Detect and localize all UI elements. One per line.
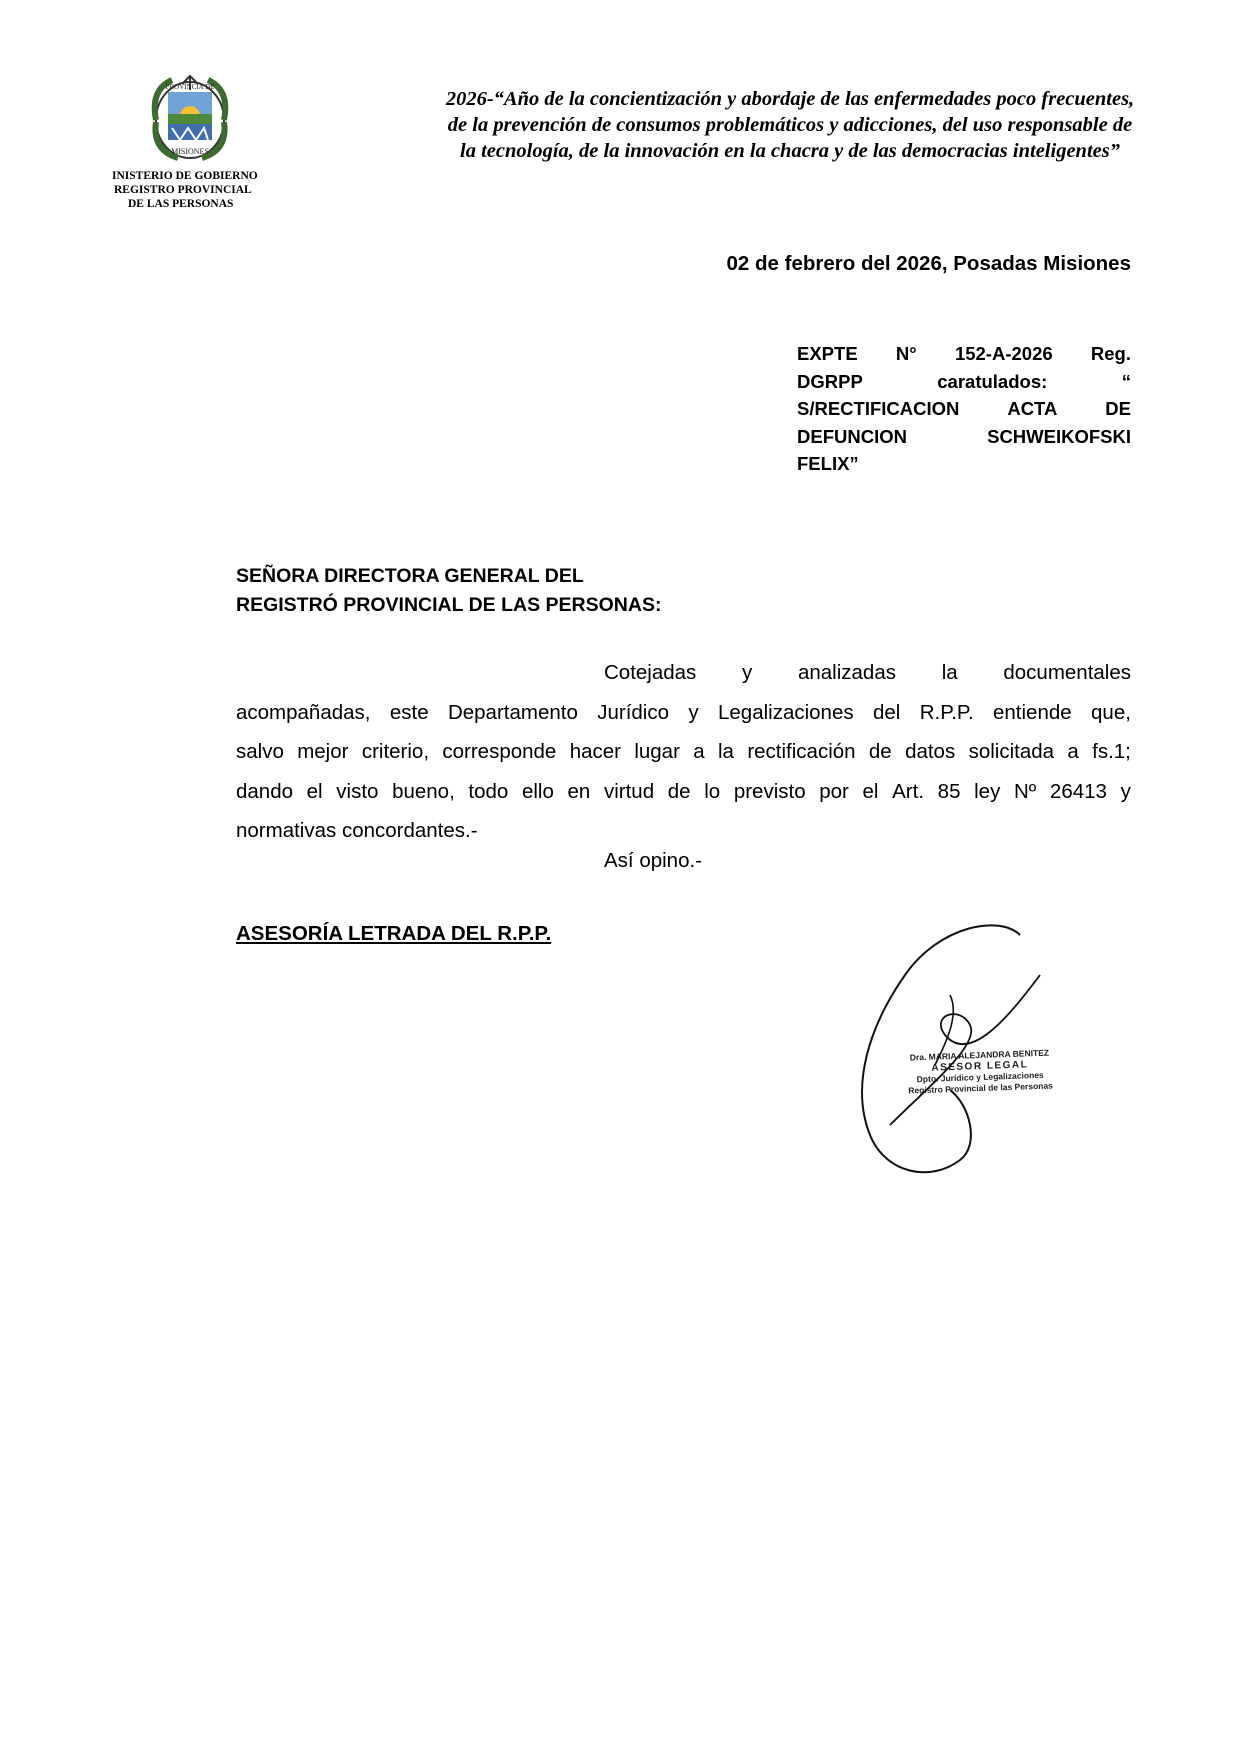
body-last-line: normativas concordantes.- — [236, 819, 478, 842]
word: la — [941, 661, 958, 684]
word: criterio, — [361, 740, 430, 763]
word: “ — [1121, 370, 1131, 392]
word: ello — [521, 779, 554, 803]
word: Legalizaciones — [717, 700, 854, 724]
stamp-line: ASESOR LEGAL — [931, 1059, 1029, 1074]
case-reference-last-line: FELIX” — [797, 453, 859, 474]
word: y — [688, 700, 699, 724]
word: la — [718, 740, 734, 763]
word: y — [1120, 779, 1131, 803]
word: Nº — [1013, 779, 1037, 803]
stamp-line: Dra. MARIA ALEJANDRA BENITEZ — [909, 1047, 1050, 1063]
addressee — [236, 562, 661, 620]
ministry-line: REGISTRO PROVINCIAL — [114, 184, 252, 196]
motto-line: 2026-“Año de la concientización y abordaje de las enfermedades poco frecuentes, — [445, 88, 1135, 110]
date-line: 02 de febrero del 2026, Posadas Misiones — [726, 252, 1131, 275]
ministry-heading — [112, 169, 292, 211]
word: SCHWEIKOFSKI — [987, 425, 1131, 447]
word: a — [693, 740, 705, 763]
word: por — [819, 779, 849, 803]
word: del — [872, 700, 901, 724]
word: salvo — [236, 740, 284, 763]
word: DE — [1105, 398, 1131, 419]
word: fs.1; — [1092, 740, 1131, 763]
word: visto — [336, 779, 379, 803]
case-reference-row — [797, 340, 1131, 368]
word: solicitada — [968, 740, 1055, 763]
word: DGRPP — [797, 370, 863, 392]
ministry-line: INISTERIO DE GOBIERNO — [112, 170, 258, 182]
advisory-title: ASESORÍA LETRADA DEL R.P.P. — [236, 922, 552, 945]
word: que, — [1091, 700, 1131, 724]
ministry-line: DE LAS PERSONAS — [128, 198, 234, 210]
addressee-line: REGISTRÓ PROVINCIAL DE LAS PERSONAS: — [236, 594, 662, 616]
word: de — [868, 740, 892, 763]
word: entiende — [993, 700, 1072, 724]
addressee-line: SEÑORA DIRECTORA GENERAL DEL — [236, 565, 584, 587]
word: 26413 — [1049, 779, 1107, 803]
word: rectificación — [747, 740, 856, 763]
word: corresponde — [442, 740, 557, 763]
word: R.P.P. — [919, 700, 974, 724]
word: 152-A-2026 — [954, 343, 1053, 364]
word: 85 — [937, 779, 961, 803]
closing-phrase: Así opino.- — [604, 849, 702, 872]
word: DEFUNCION — [797, 425, 907, 447]
word: el — [862, 779, 879, 803]
word: documentales — [1003, 661, 1131, 684]
word: Cotejadas — [604, 661, 697, 684]
body-row — [236, 772, 1131, 812]
word: Reg. — [1090, 343, 1131, 364]
word: de — [667, 779, 691, 803]
body-paragraph — [236, 653, 1131, 851]
body-row — [236, 653, 1131, 693]
word: Departamento — [447, 700, 578, 724]
signature-stamp — [904, 1047, 1055, 1096]
provincial-seal — [142, 70, 238, 166]
word: Jurídico — [597, 700, 670, 724]
word: bueno, — [392, 779, 455, 803]
case-reference-row — [797, 368, 1131, 396]
seal-text-top: PROVINCIA DE — [165, 83, 215, 91]
word: EXPTE — [797, 343, 858, 364]
case-reference-row — [797, 423, 1131, 451]
word: lugar — [634, 740, 680, 763]
word: ley — [974, 779, 1001, 803]
case-reference-row — [797, 395, 1131, 423]
word: mejor — [297, 740, 349, 763]
word: a — [1067, 740, 1079, 763]
word: acompañadas, — [236, 700, 371, 724]
word: previsto — [733, 779, 806, 803]
stamp-line: Registro Provincial de las Personas — [908, 1080, 1053, 1096]
word: todo — [468, 779, 509, 803]
stamp-line: Dpto. Jurídico y Legalizaciones — [916, 1069, 1044, 1085]
motto-line: la tecnología, de la innovación en la chacra y de las democracias inteligentes” — [460, 140, 1120, 162]
word: datos — [905, 740, 956, 763]
word: y — [742, 661, 753, 684]
seal-text-bottom: MISIONES — [171, 147, 209, 156]
word: virtud — [603, 779, 655, 803]
body-row — [236, 732, 1131, 772]
word: S/RECTIFICACION — [797, 398, 960, 419]
year-motto — [395, 86, 1185, 164]
word: en — [567, 779, 591, 803]
motto-line: de la prevención de consumos problemáticos y adicciones, del uso responsable de — [447, 114, 1133, 136]
word: N° — [895, 343, 917, 364]
word: hacer — [569, 740, 621, 763]
word: dando — [236, 779, 294, 803]
word: caratulados: — [937, 370, 1048, 392]
body-row — [236, 693, 1131, 733]
case-reference — [797, 340, 1131, 478]
word: analizadas — [797, 661, 896, 684]
word: ACTA — [1007, 398, 1058, 419]
word: el — [306, 779, 323, 803]
word: lo — [704, 779, 721, 803]
word: Art. — [892, 779, 925, 803]
word: este — [389, 700, 429, 724]
